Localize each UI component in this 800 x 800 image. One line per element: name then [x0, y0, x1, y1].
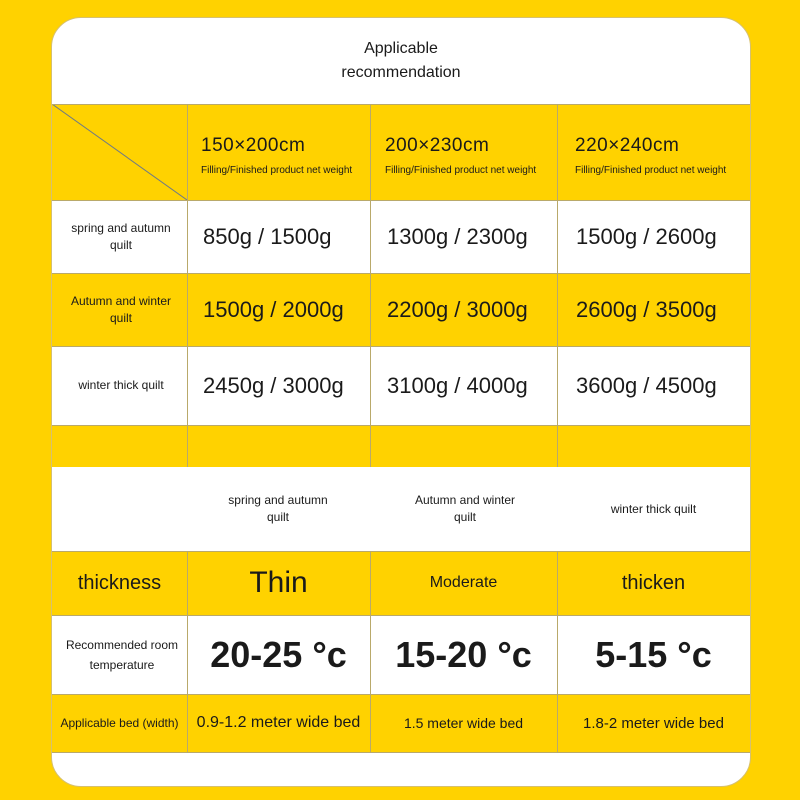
thickness-value: Thin	[249, 566, 308, 599]
row-label: spring and autumn quilt	[71, 220, 171, 252]
grid-line	[52, 615, 750, 616]
grid-line	[52, 273, 750, 274]
weight-value: 3100g / 4000g	[387, 372, 528, 398]
spacer-row	[52, 425, 750, 467]
temperature-value: 20-25 °c	[210, 633, 347, 675]
grid-line	[187, 104, 188, 467]
weight-value: 3600g / 4500g	[576, 372, 717, 398]
grid-line	[370, 551, 371, 752]
size-sublabel: Filling/Finished product net weight	[201, 164, 353, 176]
temperature-label: Recommended room temperature	[65, 637, 179, 672]
grid-line	[52, 694, 750, 695]
bed-label: Applicable bed (width)	[60, 715, 179, 730]
grid-line	[52, 346, 750, 347]
season-header: spring and autumn quilt	[228, 493, 328, 524]
bed-value: 0.9-1.2 meter wide bed	[196, 714, 361, 731]
season-header: winter thick quilt	[610, 501, 697, 516]
size-cell-1	[187, 104, 370, 200]
grid-line	[52, 752, 750, 753]
thickness-label: thickness	[77, 571, 162, 594]
size-label: 200×230cm	[385, 134, 490, 156]
size-cell-2	[370, 104, 557, 200]
temperature-value: 15-20 °c	[395, 633, 532, 675]
weight-value: 2200g / 3000g	[387, 296, 528, 322]
temperature-value: 5-15 °c	[595, 633, 712, 675]
size-cell-3	[557, 104, 750, 200]
weight-value: 1300g / 2300g	[387, 223, 528, 249]
grid-line	[52, 104, 750, 105]
row-label: winter thick quilt	[78, 378, 164, 392]
grid-line	[557, 551, 558, 752]
diagonal-divider	[52, 104, 187, 200]
bed-row	[52, 694, 750, 752]
bed-value: 1.5 meter wide bed	[403, 715, 524, 731]
size-sublabel: Filling/Finished product net weight	[385, 164, 537, 176]
weight-value: 2450g / 3000g	[203, 372, 344, 398]
size-label: 220×240cm	[575, 134, 680, 156]
grid-line	[187, 551, 188, 752]
thickness-row	[52, 551, 750, 615]
size-sublabel: Filling/Finished product net weight	[575, 164, 727, 176]
weight-row-3	[52, 346, 750, 425]
grid-line	[52, 551, 750, 552]
header-line1: Applicable	[364, 40, 438, 57]
season-header-row	[52, 467, 750, 551]
size-header-row	[52, 104, 750, 200]
thickness-value: thicken	[621, 571, 686, 594]
thickness-value: Moderate	[429, 574, 498, 591]
bed-value: 1.8-2 meter wide bed	[583, 714, 724, 732]
weight-value: 1500g / 2600g	[576, 223, 717, 249]
row-label: Autumn and winter quilt	[70, 293, 172, 325]
weight-value: 850g / 1500g	[203, 223, 332, 249]
weight-value: 2600g / 3500g	[576, 296, 717, 322]
grid-line	[52, 200, 750, 201]
weight-row-1	[52, 200, 750, 273]
temperature-row	[52, 615, 750, 694]
weight-value: 1500g / 2000g	[203, 296, 344, 322]
grid-line	[52, 425, 750, 426]
weight-row-2	[52, 273, 750, 346]
grid-line	[557, 104, 558, 467]
header-line2: recommendation	[341, 64, 461, 81]
header-title	[52, 18, 750, 104]
season-header: Autumn and winter quilt	[414, 493, 516, 524]
grid-line	[370, 104, 371, 467]
spec-card	[51, 17, 751, 787]
size-label: 150×200cm	[201, 134, 306, 156]
